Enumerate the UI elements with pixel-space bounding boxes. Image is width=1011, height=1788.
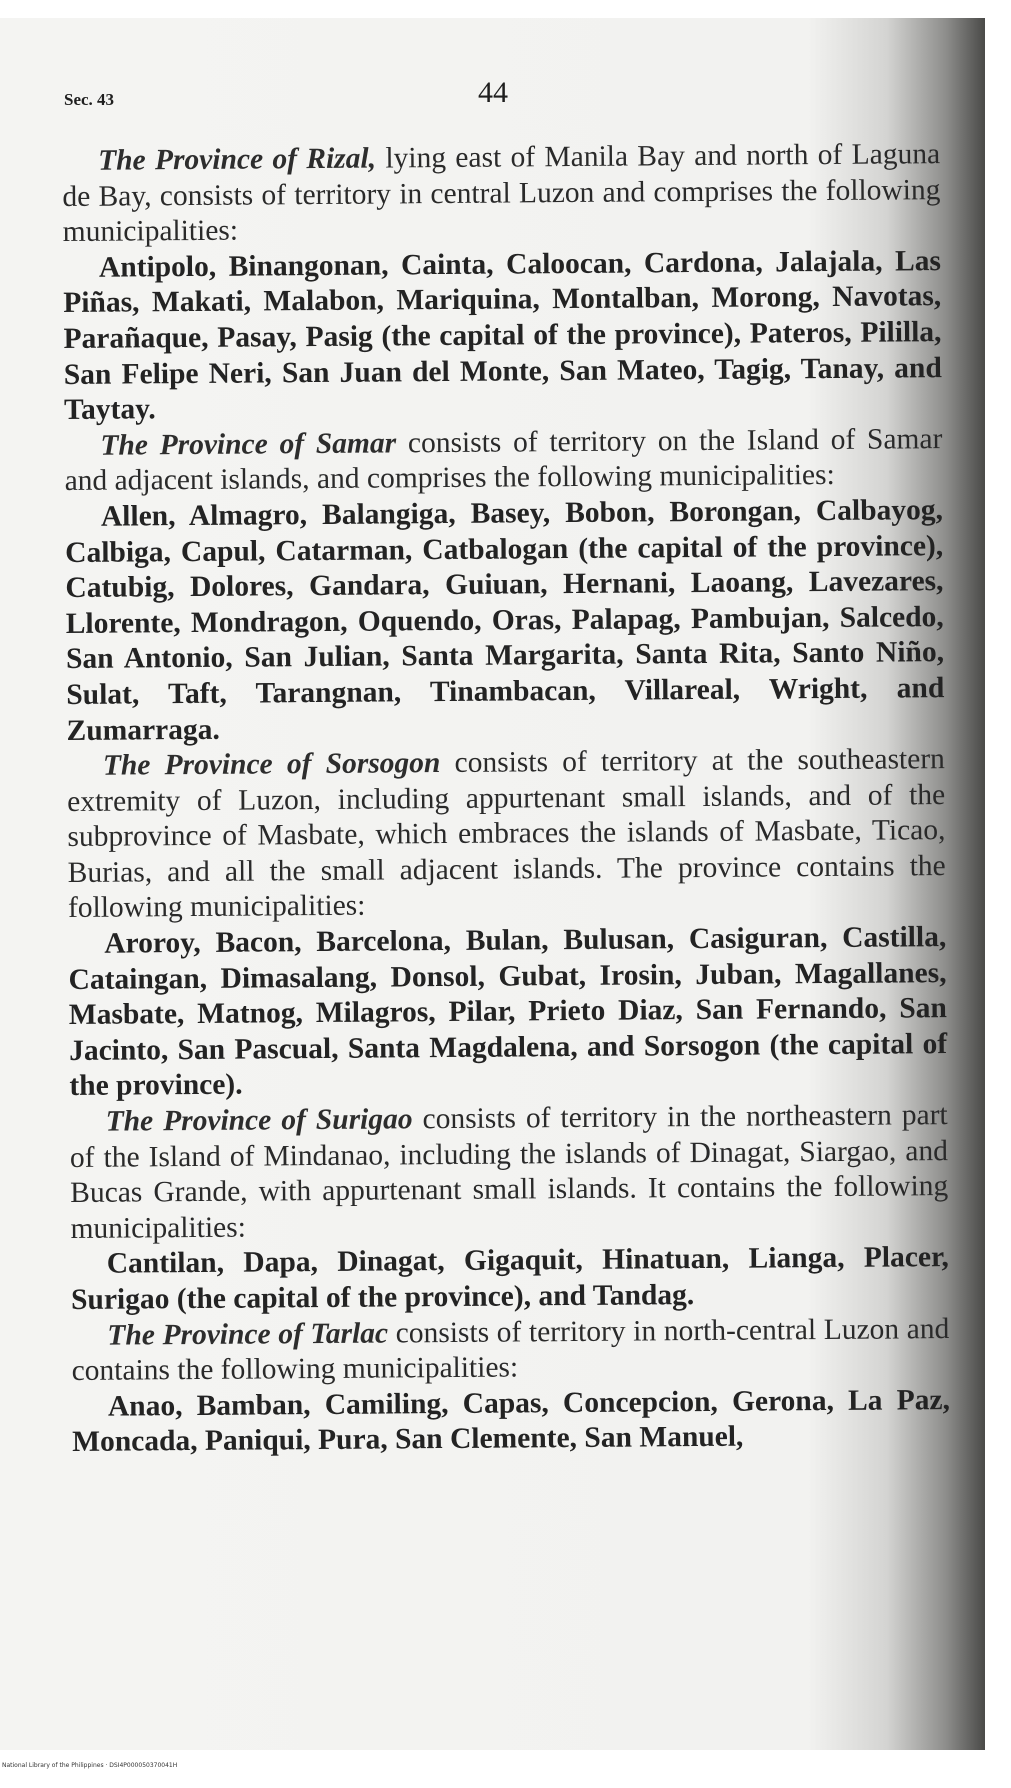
paragraph-text: consists of territory in north-central Luzon and contains the following municipalities:: [71, 1312, 950, 1388]
paragraph-surigao: [70, 1098, 949, 1247]
page-header: [60, 76, 940, 116]
municipality-list-samar: [65, 493, 945, 749]
municipality-list-tarlac: [72, 1383, 951, 1461]
municipality-list-text: Antipolo, Binangonan, Cainta, Caloocan, Cardona, Jalajala, Las Piñas, Makati, Malabon, Mariquina, Montalban, Morong, Navotas, Parañaque, Pasay, Pasig (the capital of the province), Pateros, Pililla, San Felipe Neri, San Juan del Monte, San Mateo, Tagig, Tanay, and Taytay.: [63, 244, 942, 427]
province-name-surigao: The Province of Surigao: [105, 1103, 413, 1138]
municipality-list-text: Allen, Almagro, Balangiga, Basey, Bobon, Borongan, Calbayog, Calbiga, Capul, Catarman, Catbalogan (the capital of the province), Catubig, Dolores, Gandara, Guiuan, Hernani, Laoang, Lavezares, Llorente, Mondragon, Oquendo, Oras, Palapag, Pambujan, Salcedo, San Antonio, San Julian, Santa Margarita, Santa Rita, Santo Niño, Sulat, Taft, Tarangnan, Tinambacan, Villareal, Wright, and Zumarraga.: [65, 494, 945, 747]
municipality-list-rizal: [63, 244, 942, 429]
municipality-list-text: Anao, Bamban, Camiling, Capas, Concepcion, Gerona, La Paz, Moncada, Paniqui, Pura, San Clemente, San Manuel,: [72, 1383, 951, 1459]
province-name-sorsogon: The Province of Sorsogon: [102, 747, 441, 782]
paragraph-text: consists of territory on the Island of Samar and adjacent islands, and comprises the following municipalities:: [64, 422, 943, 498]
footer-credit: National Library of the Philippines · DSI4P000050370041H: [2, 1762, 178, 1769]
page-number: 44: [478, 76, 508, 109]
paragraph-sorsogon: [67, 742, 946, 927]
province-name-samar: The Province of Samar: [100, 427, 397, 462]
page-body: [62, 137, 950, 1461]
paragraph-samar: [64, 422, 943, 500]
municipality-list-text: Cantilan, Dapa, Dinagat, Gigaquit, Hinatuan, Lianga, Placer, Surigao (the capital of the province), and Tandag.: [70, 1241, 949, 1316]
paragraph-rizal: [62, 137, 941, 251]
paragraph-tarlac: [71, 1312, 950, 1390]
paragraph-text: consists of territory at the southeastern extremity of Luzon, including appurtenant small islands, and of the subprovince of Masbate, which embraces the islands of Masbate, Ticao, Burias, and all the small adjacent islands. The province contains the following municipalities:: [67, 743, 946, 925]
document-page: [0, 18, 985, 1750]
paragraph-text: lying east of Manila Bay and north of Laguna de Bay, consists of territory in central Luzon and comprises the following municipalities:: [62, 138, 941, 249]
municipality-list-sorsogon: [68, 920, 947, 1105]
section-label: Sec. 43: [64, 90, 115, 109]
municipality-list-surigao: [71, 1240, 950, 1318]
province-name-rizal: The Province of Rizal,: [98, 142, 377, 177]
province-name-tarlac: The Province of Tarlac: [107, 1317, 389, 1352]
footer-strip: [0, 1752, 1011, 1788]
municipality-list-text: Aroroy, Bacon, Barcelona, Bulan, Bulusan, Casiguran, Castilla, Cataingan, Dimasalang, Donsol, Gubat, Irosin, Juban, Magallanes, Masbate, Matnog, Milagros, Pilar, Prieto Diaz, San Fernando, San Jacinto, San Pascual, Santa Magdalena, and Sorsogon (the capital of the province).: [68, 921, 948, 1103]
paragraph-text: consists of territory in the northeastern part of the Island of Mindanao, including the islands of Dinagat, Siargao, and Bucas Grande, with appurtenant small islands. It contains the following municipalities:: [69, 1099, 949, 1245]
